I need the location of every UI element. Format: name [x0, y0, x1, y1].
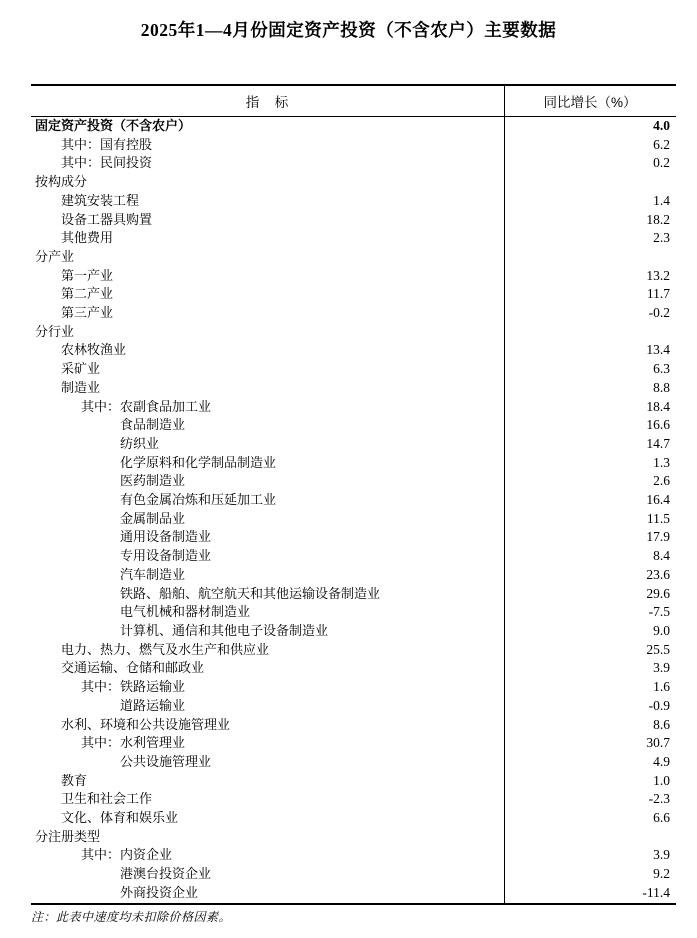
row-indicator-label: 公共设施管理业	[120, 753, 212, 769]
row-indicator-label: 其中：水利管理业	[81, 735, 186, 751]
table-row	[31, 398, 676, 417]
row-growth-value: 13.4	[646, 342, 670, 358]
row-growth-value: 16.6	[646, 417, 670, 433]
table-row	[31, 173, 676, 192]
table-row	[31, 622, 676, 641]
row-growth-value: 3.9	[653, 660, 670, 676]
row-indicator-label: 电气机械和器材制造业	[120, 604, 251, 620]
row-growth-value: -11.4	[642, 884, 670, 900]
row-growth-value: 23.6	[646, 566, 670, 582]
table-row	[31, 547, 676, 566]
row-indicator-label: 其他费用	[61, 230, 114, 246]
row-indicator-label: 分产业	[35, 248, 75, 264]
table-row	[31, 603, 676, 622]
row-growth-value: -0.9	[648, 697, 670, 713]
table-row	[31, 659, 676, 678]
row-growth-value: 11.5	[646, 510, 670, 526]
row-growth-value: 13.2	[646, 267, 670, 283]
table-footnote: 注：此表中速度均未扣除价格因素。	[31, 910, 232, 924]
column-divider	[504, 86, 505, 903]
table-row	[31, 304, 676, 323]
row-indicator-label: 其中：内资企业	[81, 847, 173, 863]
row-growth-value: 16.4	[646, 492, 670, 508]
table-row	[31, 267, 676, 286]
table-row	[31, 229, 676, 248]
row-indicator-label: 纺织业	[120, 435, 160, 451]
table-row	[31, 846, 676, 865]
row-indicator-label: 其中：民间投资	[61, 155, 153, 171]
header-growth: 同比增长（%）	[543, 95, 637, 110]
row-indicator-label: 计算机、通信和其他电子设备制造业	[120, 622, 329, 638]
row-indicator-label: 文化、体育和娱乐业	[61, 810, 179, 826]
row-indicator-label: 汽车制造业	[120, 566, 186, 582]
table-row	[31, 641, 676, 660]
row-indicator-label: 铁路、船舶、航空航天和其他运输设备制造业	[120, 585, 381, 601]
row-growth-value: -0.2	[648, 305, 670, 321]
row-indicator-label: 第一产业	[61, 267, 114, 283]
table-row	[31, 360, 676, 379]
table-row	[31, 716, 676, 735]
table-row	[31, 697, 676, 716]
data-table	[31, 84, 676, 905]
row-indicator-label: 通用设备制造业	[120, 529, 212, 545]
row-indicator-label: 外商投资企业	[120, 884, 199, 900]
row-indicator-label: 电力、热力、燃气及水生产和供应业	[61, 641, 270, 657]
table-row	[31, 772, 676, 791]
table-row	[31, 454, 676, 473]
row-growth-value: 8.4	[653, 548, 670, 564]
row-indicator-label: 食品制造业	[120, 417, 186, 433]
row-growth-value: 0.2	[653, 155, 670, 171]
table-row	[31, 585, 676, 604]
row-indicator-label: 农林牧渔业	[61, 342, 127, 358]
row-growth-value: 6.3	[653, 361, 670, 377]
table-row	[31, 753, 676, 772]
row-growth-value: 9.0	[653, 622, 670, 638]
table-row	[31, 435, 676, 454]
table-row	[31, 248, 676, 267]
row-growth-value: 17.9	[646, 529, 670, 545]
row-growth-value: 1.3	[653, 454, 670, 470]
row-growth-value: 29.6	[646, 585, 670, 601]
row-indicator-label: 第三产业	[61, 305, 114, 321]
row-indicator-label: 分行业	[35, 323, 75, 339]
row-growth-value: 2.6	[653, 473, 670, 489]
row-growth-value: 4.9	[653, 753, 670, 769]
table-body	[31, 117, 676, 903]
table-row	[31, 211, 676, 230]
table-row	[31, 117, 676, 136]
table-header-row	[31, 86, 676, 117]
page-title: 2025年1—4月份固定资产投资（不含农户）主要数据	[140, 20, 557, 40]
row-growth-value: 3.9	[653, 847, 670, 863]
row-indicator-label: 制造业	[61, 379, 101, 395]
row-indicator-label: 水利、环境和公共设施管理业	[61, 716, 231, 732]
row-indicator-label: 金属制品业	[120, 510, 186, 526]
table-row	[31, 828, 676, 847]
header-indicator: 指 标	[245, 95, 290, 110]
row-indicator-label: 第二产业	[61, 286, 114, 302]
table-row	[31, 341, 676, 360]
row-indicator-label: 固定资产投资（不含农户）	[35, 118, 192, 133]
row-indicator-label: 按构成分	[35, 174, 88, 190]
row-growth-value: 30.7	[646, 735, 670, 751]
row-growth-value: 6.6	[653, 810, 670, 826]
row-indicator-label: 港澳台投资企业	[120, 866, 212, 882]
row-growth-value: 1.6	[653, 679, 670, 695]
row-growth-value: 18.4	[646, 398, 670, 414]
row-growth-value: -7.5	[648, 604, 670, 620]
row-indicator-label: 采矿业	[61, 361, 101, 377]
table-row	[31, 416, 676, 435]
row-indicator-label: 化学原料和化学制品制造业	[120, 454, 277, 470]
row-growth-value: 14.7	[646, 435, 670, 451]
row-indicator-label: 医药制造业	[120, 473, 186, 489]
row-growth-value: 8.8	[653, 379, 670, 395]
row-indicator-label: 设备工器具购置	[61, 211, 153, 227]
row-growth-value: 25.5	[646, 641, 670, 657]
row-indicator-label: 道路运输业	[120, 697, 186, 713]
row-indicator-label: 交通运输、仓储和邮政业	[61, 660, 205, 676]
row-indicator-label: 其中：农副食品加工业	[81, 398, 212, 414]
row-growth-value: 18.2	[646, 211, 670, 227]
table-row	[31, 379, 676, 398]
row-growth-value: 1.0	[653, 772, 670, 788]
table-row	[31, 323, 676, 342]
row-growth-value: 1.4	[653, 192, 670, 208]
table-row	[31, 285, 676, 304]
table-row	[31, 566, 676, 585]
row-indicator-label: 分注册类型	[35, 828, 101, 844]
table-row	[31, 678, 676, 697]
table-row	[31, 510, 676, 529]
row-growth-value: 11.7	[646, 286, 670, 302]
row-indicator-label: 建筑安装工程	[61, 192, 140, 208]
table-row	[31, 472, 676, 491]
row-indicator-label: 专用设备制造业	[120, 548, 212, 564]
row-growth-value: 9.2	[653, 866, 670, 882]
row-indicator-label: 教育	[61, 772, 88, 788]
table-row	[31, 865, 676, 884]
row-indicator-label: 其中：铁路运输业	[81, 679, 186, 695]
table-row	[31, 192, 676, 211]
table-row	[31, 884, 676, 903]
row-indicator-label: 有色金属冶炼和压延加工业	[120, 492, 277, 508]
table-row	[31, 809, 676, 828]
row-growth-value: 8.6	[653, 716, 670, 732]
row-indicator-label: 卫生和社会工作	[61, 791, 153, 807]
table-row	[31, 491, 676, 510]
table-row	[31, 136, 676, 155]
row-indicator-label: 其中：国有控股	[61, 136, 153, 152]
row-growth-value: 6.2	[653, 136, 670, 152]
table-row	[31, 528, 676, 547]
row-growth-value: -2.3	[648, 791, 670, 807]
row-growth-value: 4.0	[653, 118, 670, 133]
row-growth-value: 2.3	[653, 230, 670, 246]
table-row	[31, 790, 676, 809]
table-row	[31, 154, 676, 173]
table-row	[31, 734, 676, 753]
